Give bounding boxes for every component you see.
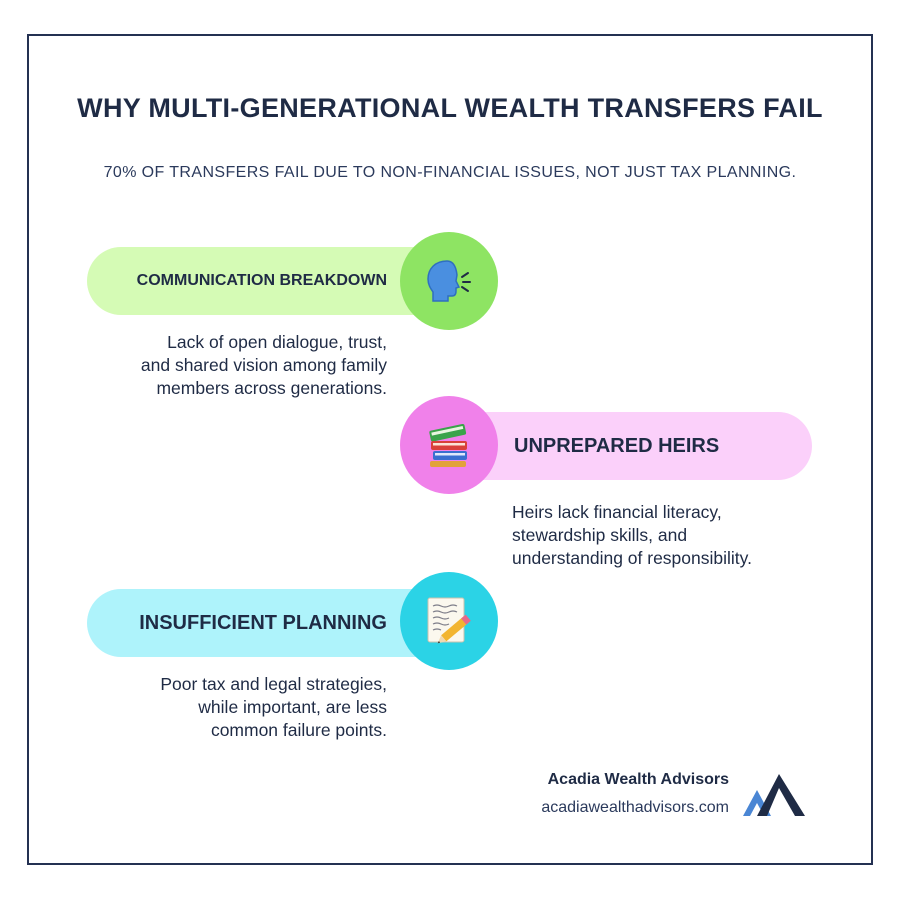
unprepared-heirs-badge [400,396,498,494]
brand-name: Acadia Wealth Advisors [547,771,729,788]
brand-url[interactable]: acadiawealthadvisors.com [541,799,729,816]
communication-breakdown-label: COMMUNICATION BREAKDOWN [136,272,387,289]
mountain-logo-icon [743,772,805,818]
unprepared-heirs-pill [450,412,812,480]
insufficient-planning-description: Poor tax and legal strategies, while important, are less common failure points. [160,674,387,740]
communication-breakdown-badge [400,232,498,330]
memo-pencil-icon [422,594,476,648]
unprepared-heirs-label: UNPREPARED HEIRS [514,434,720,457]
communication-breakdown-pill [87,247,447,315]
page-title: WHY MULTI-GENERATIONAL WEALTH TRANSFERS FAIL [77,93,823,123]
insufficient-planning-badge [400,572,498,670]
page-subtitle: 70% OF TRANSFERS FAIL DUE TO NON-FINANCIAL ISSUES, NOT JUST TAX PLANNING. [103,164,797,181]
insufficient-planning-pill [87,589,447,657]
unprepared-heirs-description: Heirs lack financial literacy, stewardship skills, and understanding of responsibility. [512,502,752,568]
books-icon [424,420,474,470]
communication-breakdown-description: Lack of open dialogue, trust, and shared vision among family members across generations. [140,332,387,398]
insufficient-planning-label: INSUFFICIENT PLANNING [139,611,387,634]
speaking-head-icon [421,253,477,309]
